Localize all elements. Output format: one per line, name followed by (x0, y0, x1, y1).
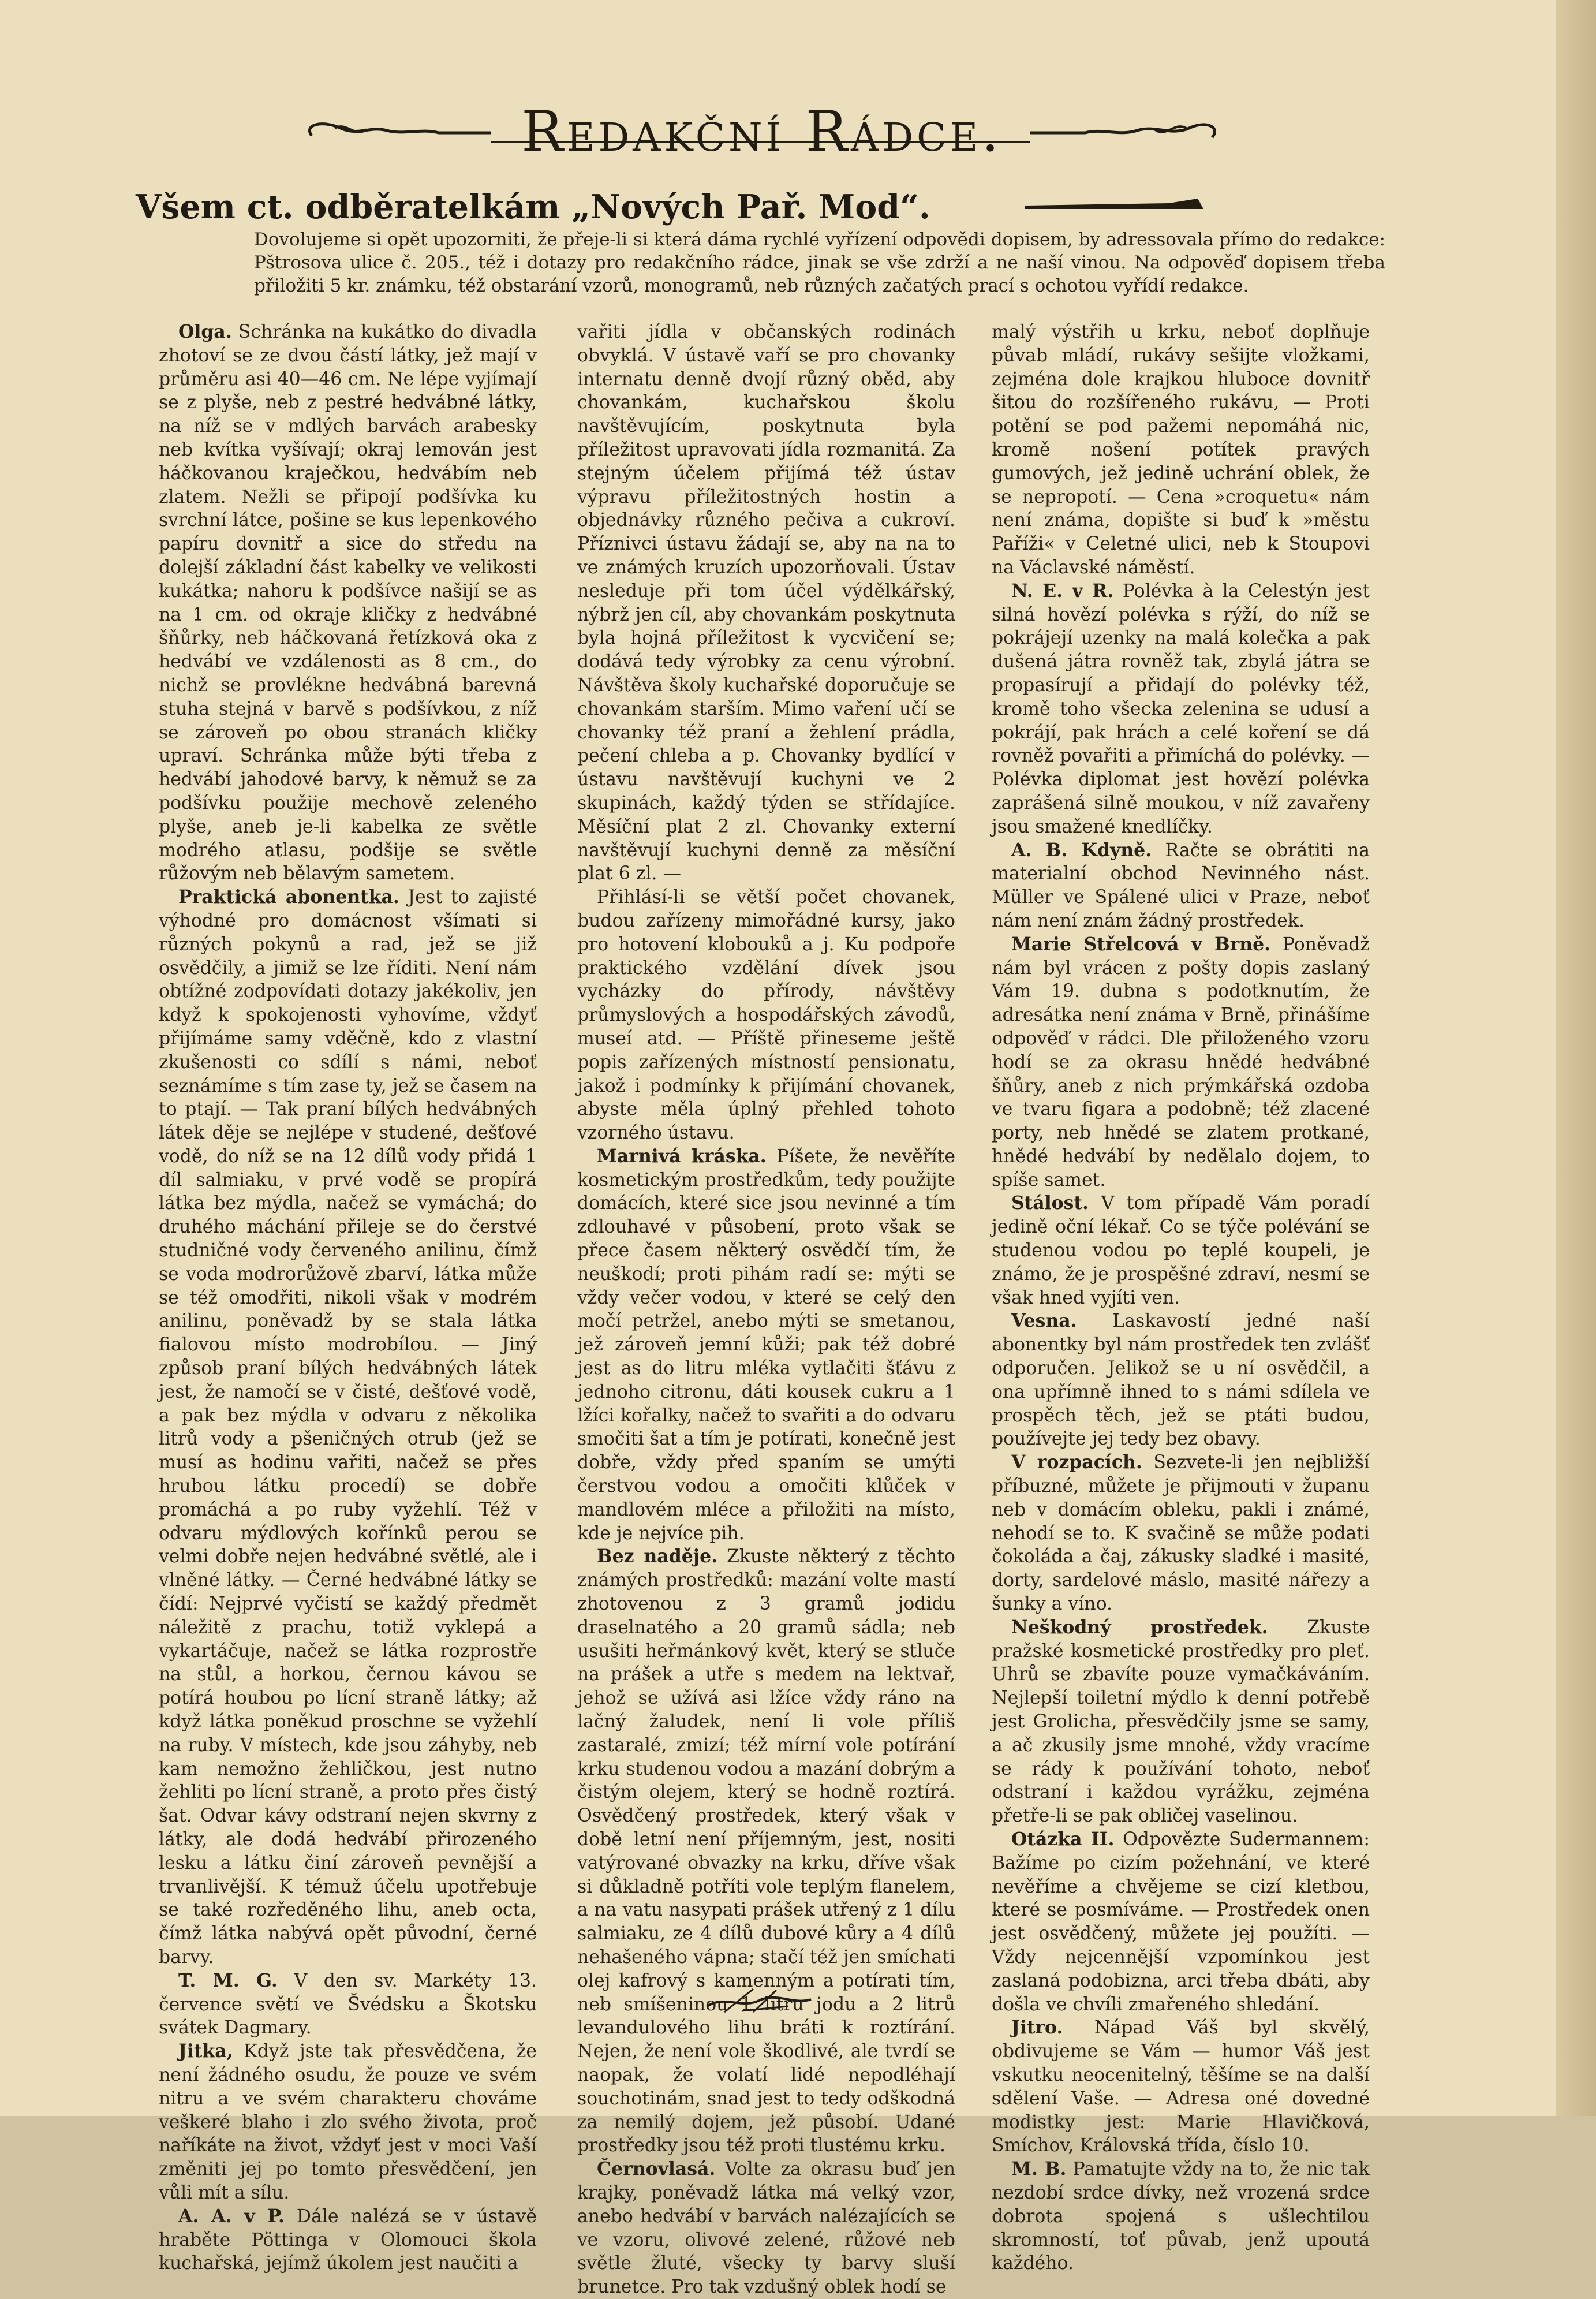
answer-text: Poněvadž nám byl vrácen z pošty dopis zaslaný Vám 19. dubna s podotknutím, že adresátka není známa v Brně, přinášíme odpověď v rádci. Dle přiloženého vzoru hodí se za okrasu hnědé hedvábné šňůry, aneb z nich prýmkářská ozdoba ve tvaru figara a podobně; též zlacené porty, neb hnědé se zlatem protkané, hnědé hedvábí by nedělalo dojem, to spíše samet. (992, 934, 1370, 1190)
answer-paragraph (577, 2158, 955, 2299)
answer-paragraph (992, 2158, 1370, 2275)
answer-paragraph (159, 1969, 537, 2040)
answer-paragraph (992, 1451, 1370, 1616)
answer-text: Přihlásí-li se větší počet chovanek, budou zařízeny mimořádné kursy, jako pro hotovení klobouků a j. Ku podpoře praktického vzdělání dívek jsou vycházky do přírody, návštěvy průmyslových a hospodářských závodů, museí atd. — Příště přineseme ještě popis zařízených místností pensionatu, jakož i podmínky k přijímání chovanek, abyste měla úplný přehled tohoto vzorného ústavu. (577, 887, 955, 1144)
answer-addressee: Marnivá kráska. (597, 1145, 767, 1167)
answer-text: Sezvete-li jen nejbližší příbuzné, můžete je přijmouti v županu neb v domácím obleku, pakli i známé, nehodí se to. K svačině se může podati čokoláda a čaj, zákusky sladké i masité, dorty, sardelové máslo, masité nářezy a šunky a víno. (992, 1452, 1370, 1615)
answer-text: Zkuste některý z těchto známých prostředků: mazání volte mastí zhotovenou z 3 gramů jodidu draselnatého a 20 gramů sádla; neb usušiti heřmánkový květ, který se stluče na prášek a utře s medem na lektvař, jehož se užívá asi lžíce vždy ráno na lačný žaludek, není li vole příliš zastaralé, zmizí; též mírní vole potírání krku studenou vodou a mazání dobrým a čistým olejem, který se hodně roztírá. Osvědčený prostředek, který však v době letní není příjemným, jest, nositi vatýrované obvazky na krku, dříve však si důkladně potříti vole teplým flanelem, a na vatu nasypati prášek utřený z 1 dílu salmiaku, ze 4 dílů dubové kůry a 4 dílů nehašeného vápna; stačí též jen smíchati olej kafrový s kamenným a potírati tím, neb smíšeninou 1 litru jodu a 2 litrů levandulového lihu bráti k roztírání. Nejen, že není vole škodlivé, ale tvrdí se naopak, že volatí lidé nepodléhají souchotinám, snad jest to tedy odškodná za nemilý dojem, jež působí. Udané prostředky jsou též proti tlustému krku. (577, 1546, 956, 2156)
notice-heading: Všem ct. odběratelkám „Nových Pař. Mod“. (136, 188, 930, 226)
answer-text: Volte za okrasu buď jen krajky, poněvadž látka má velký vzor, anebo hedvábí v barvách nalézajících se ve vzoru, olivové zelené, růžové neb světle žluté, všecky ty barvy sluší brunetce. Pro tak vzdušný oblek hodí se (577, 2159, 956, 2298)
notice-text: Dovolujeme si opět upozorniti, že přeje-li si která dáma rychlé vyřízení odpovědi dopisem, by adressovala přímo do redakce: Pštrosova ulice č. 205., též i dotazy pro redakčního rádce, jinak se vše zdrží a ne naší vinou. Na odpověď dopisem třeba přiložiti 5 kr. známku, též obstarání vzorů, monogramů, neb různých začatých prací s ochotou vyřídí redakce. (254, 229, 1385, 296)
answer-addressee: V rozpacích. (1011, 1451, 1142, 1473)
answer-addressee: Bez naděje. (597, 1546, 718, 1568)
answer-paragraph (577, 320, 955, 886)
heading-rule-icon (1025, 197, 1203, 212)
answer-text: Zkuste pražské kosmetické prostředky pro pleť. Uhrů se zbavíte pouze vymačkáváním. Nejlepší toiletní mýdlo k denní potřebě jest Grolicha, přesvědčily jsme se samy, a ač zkusily jsme mnohé, vždy vracíme se rády k používání tohoto, neboť odstraní i každou vyrážku, zejména přetře-li se pak obličej vaselinou. (992, 1617, 1370, 1827)
answer-text: Jest to zajisté výhodné pro domácnost všímati si různých pokynů a rad, jež se již osvědčily, a jimiž se lze říditi. Není nám obtížné zodpovídati dotazy jakékoliv, jen když k spokojenosti vyhovíme, vždyť přijímáme samy vděčně, kdo z vlastní zkušenosti co sdílí s námi, neboť seznámíme s tím zase ty, jež se časem na to ptají. — Tak praní bílých hedvábných látek děje se nejlépe v studené, dešťové vodě, do níž se na 12 dílů vody přidá 1 díl salmiaku, v prvé vodě se propírá látka bez mýdla, načež se vymáchá; do druhého máchání přileje se do čerstvé studničné vody červeného anilinu, čímž se voda modrorůžově zbarví, látka může se též omodřiti, nikoli však v modrém anilinu, poněvadž by se stala látka fialovou místo modrobílou. — Jiný způsob praní bílých hedvábných látek jest, že namočí se v čisté, dešťové vodě, a pak bez mýdla v odvaru z několika litrů vody a pšeničných otrub (jež se musí as hodinu vařiti, načež se přes hrubou látku procedí) se dobře promáchá a po ruby vyžehlí. Též v odvaru mýdlových kořínků perou se velmi dobře nejen hedvábné světlé, ale i vlněné látky. — Černé hedvábné látky se čídí: Nejprvé vyčistí se každý předmět náležitě z prachu, totiž vyklepá a vykartáčuje, načež se látka rozprostře na stůl, a horkou, černou kávou se potírá houbou po lícní straně látky; až když látka poněkud proschne se vyžehlí na ruby. V místech, kde jsou záhyby, neb kam nemožno žehličkou, jest nutno žehliti po lícní straně, a proto přes čistý šat. Odvar kávy odstraní nejen skvrny z látky, ale dodá hedvábí přirozeného lesku a látku činí zároveň pevnější a trvanlivější. K témuž účelu upotřebuje se také rozředěného lihu, aneb octa, čímž látka nabývá opět původní, černé barvy. (159, 887, 537, 1968)
answer-text: vařiti jídla v občanských rodinách obvyklá. V ústavě vaří se pro chovanky internatu denně dvojí různý oběd, aby chovankám, kuchařskou školu navštěvujícím, poskytnuta byla příležitost upravovati jídla rozmanitá. Za stejným účelem přijímá též ústav výpravu příležitostných hostin a objednávky různého pečiva a cukroví. Příznivci ústavu žádají se, aby na na to ve známých kruzích upozorňovali. Ústav nesleduje při tom účel výdělkářský, nýbrž jen cíl, aby chovankám poskytnuta byla hojná příležitost k vycvičení se; dodává tedy výrobky za cenu výrobní. Návštěva školy kuchařské doporučuje se chovankám starším. Mimo vaření učí se chovanky též praní a žehlení prádla, pečení chleba a p. Chovanky bydlící v ústavu navštěvují kuchyni ve 2 skupinách, každý týden se střídajíce. Měsíční plat 2 zl. Chovanky externí navštěvují kuchyni denně za měsíční plat 6 zl. — (577, 322, 955, 884)
answer-text: Odpovězte Sudermannem: Bažíme po cizím požehnání, ve které nevěříme a chvějeme se cizí kletbou, které se posmíváme. — Prostředek onen jest osvědčený, můžete jej použíti. — Vždy nejcennější vzpomínkou jest zaslaná podobizna, arci třeba dbáti, aby došla ve chvíli zmařeného shledání. (992, 1829, 1370, 2015)
answer-addressee: Jitka, (178, 2040, 233, 2062)
masthead (300, 92, 1224, 167)
answer-text: Polévka à la Celestýn jest silná hovězí polévka s rýží, do níž se pokrájejí uzenky na malá kolečka a pak dušená játra rovněž tak, zbylá játra se propasírují a přidají do polévky též, kromě toho všecka zelenina se udusí a pokrájí, pak hrách a celé koření se dá rovněž povařiti a přimíchá do polévky. — Polévka diplomat jest hovězí polévka zaprášená silně moukou, v níž zavařeny jsou smažené knedlíčky. (992, 580, 1370, 837)
masthead-title: Redakční Rádce. (521, 99, 1003, 164)
answer-text: V den sv. Markéty 13. července světí ve Švédsku a Škotsku svátek Dagmary. (159, 1970, 537, 2039)
answer-addressee: Vesna. (1011, 1310, 1077, 1332)
answer-text: Račte se obrátiti na materialní obchod Nevinného nást. Müller ve Spálené ulici v Praze, neboť nám není znám žádný prostředek. (992, 839, 1370, 931)
answer-paragraph (992, 1616, 1370, 1828)
answer-paragraph (992, 1192, 1370, 1309)
answer-text: Nápad Váš byl skvělý, obdivujeme se Vám — humor Váš jest vskutku neocenitelný, těšíme se na další sdělení Vaše. — Adresa oné dovedné modistky jest: Marie Hlavičková, Smíchov, Královská třída, číslo 10. (992, 2017, 1370, 2156)
answer-text: malý výstřih u krku, neboť doplňuje půvab mládí, rukávy sešijte vložkami, zejména dole krajkou hluboce dovnitř šitou do rozšířeného rukávu, — Proti potění se pod pažemi nepomáhá nic, kromě nošení potítek pravých gumových, jež jedině uchrání oblek, že se nepropotí. — Cena »croquetu« nám není známa, dopište si buď k »městu Paříži« v Celetné ulici, neb k Stoupovi na Václavské náměstí. (992, 322, 1370, 578)
answer-text: Když jste tak přesvědčena, že není žádného osudu, že pouze ve svém nitru a ve svém charakteru chováme veškeré blaho i zlo svého života, proč naříkáte na život, vždyť jest v moci Vaší změniti jej po tomto přesvědčení, jen vůli mít a sílu. (159, 2041, 537, 2203)
answer-addressee: N. E. v R. (1011, 580, 1114, 602)
answer-paragraph (992, 320, 1370, 580)
answer-paragraph (577, 1145, 955, 1546)
answer-addressee: Otázka II. (1011, 1828, 1115, 1850)
answer-text: Schránka na kukátko do divadla zhotoví se ze dvou částí látky, jež mají v průměru asi 40—46 cm. Ne lépe vyjímají se z plyše, neb z pestré hedvábné látky, na níž se v mdlých barvách arabesky neb kvítka vyšívají; okraj lemován jest háčkovanou kraječkou, hedvábím neb zlatem. Nežli se připojí podšívka ku svrchní látce, pošine se kus lepenkového papíru dovnitř a sice do středu na dolejší základní část kabelky ve velikosti kukátka; nahoru k podšívce našijí se as na 1 cm. od okraje kličky z hedvábné šňůrky, neb háčkovaná řetízková oka z hedvábí ve vzdálenosti as 8 cm., do nichž se provlékne hedvábná barevná stuha stejná v barvě s podšívkou, z níž se zároveň po obou stranách kličky upraví. Schránka může býti třeba z hedvábí jahodové barvy, k němuž se za podšívku použije mechově zeleného plyše, aneb je-li kabelka ze světle modrého atlasu, podšije se světle růžovým neb bělavým sametem. (159, 322, 537, 884)
answer-paragraph (992, 933, 1370, 1192)
footer-ornament-icon (701, 1983, 817, 2018)
answer-addressee: M. B. (1011, 2158, 1067, 2180)
answer-addressee: Neškodný prostředek. (1011, 1616, 1268, 1638)
answer-text: V tom případě Vám poradí jedině oční lékař. Co se týče polévání se studenou vodou po teplé koupeli, je známo, že je prospěšné zdraví, nesmí se však hned vyjíti ven. (992, 1193, 1370, 1308)
answer-text: Pamatujte vždy na to, že nic tak nezdobí srdce dívky, než vrozená srdce dobrota spojená s ušlechtilou skromností, toť půvab, jenž upoutá každého. (992, 2159, 1370, 2274)
answer-addressee: Olga. (178, 321, 232, 342)
column-left (159, 320, 537, 2275)
answer-addressee: A. B. Kdyně. (1011, 839, 1152, 861)
answer-addressee: Stálost. (1011, 1192, 1089, 1214)
answer-addressee: A. A. v P. (178, 2205, 285, 2227)
answer-addressee: Jitro. (1011, 2017, 1063, 2039)
answer-paragraph (159, 320, 537, 886)
answer-paragraph (159, 886, 537, 1969)
page-binding-edge (1556, 0, 1596, 2116)
answer-paragraph (992, 1309, 1370, 1451)
answer-paragraph (992, 2016, 1370, 2158)
answer-paragraph (159, 2040, 537, 2205)
answer-paragraph (992, 1828, 1370, 2016)
column-right (992, 320, 1370, 2275)
answer-addressee: Černovlasá. (597, 2158, 716, 2180)
answer-paragraph (577, 886, 955, 1145)
answer-text: Dále nalézá se v ústavě hraběte Pöttinga v Olomouci škola kuchařská, jejímž úkolem jest naučiti a (159, 2205, 537, 2274)
answer-addressee: T. M. G. (178, 1969, 278, 1991)
answer-paragraph (159, 2205, 537, 2275)
answer-text: Píšete, že nevěříte kosmetickým prostředkům, tedy použijte domácích, které sice jsou nevinné a tím zdlouhavé v působení, proto však se přece časem některý osvědčí tím, že neuškodí; proti pihám radí se: mýti se vždy večer vodou, v které se celý den močí petržel, anebo mýti se smetanou, jež zároveň jemní kůži; pak též dobré jest as do litru mléka vytlačiti šťávu z jednoho citronu, dáti kousek cukru a 1 lžíci kořalky, načež to svařiti a do odvaru smočiti šat a tím je potírati, konečně jest dobře, vždy před spaním se umýti čerstvou vodou a omočiti klůček v mandlovém mléce a přiložiti na místo, kde je nejvíce pih. (577, 1145, 956, 1544)
answer-addressee: Praktická abonentka. (178, 886, 399, 908)
answer-paragraph (992, 580, 1370, 839)
answer-addressee: Marie Střelcová v Brně. (1011, 933, 1271, 955)
answer-text: Laskavostí jedné naší abonentky byl nám prostředek ten zvlášť odporučen. Jelikož se u ní osvědčil, a ona upřímně ihned to s námi sdílela ve prospěch těch, jež se ptáti budou, používejte jej tedy bez obavy. (992, 1311, 1370, 1450)
answer-paragraph (992, 839, 1370, 933)
answer-paragraph (577, 1545, 955, 2158)
